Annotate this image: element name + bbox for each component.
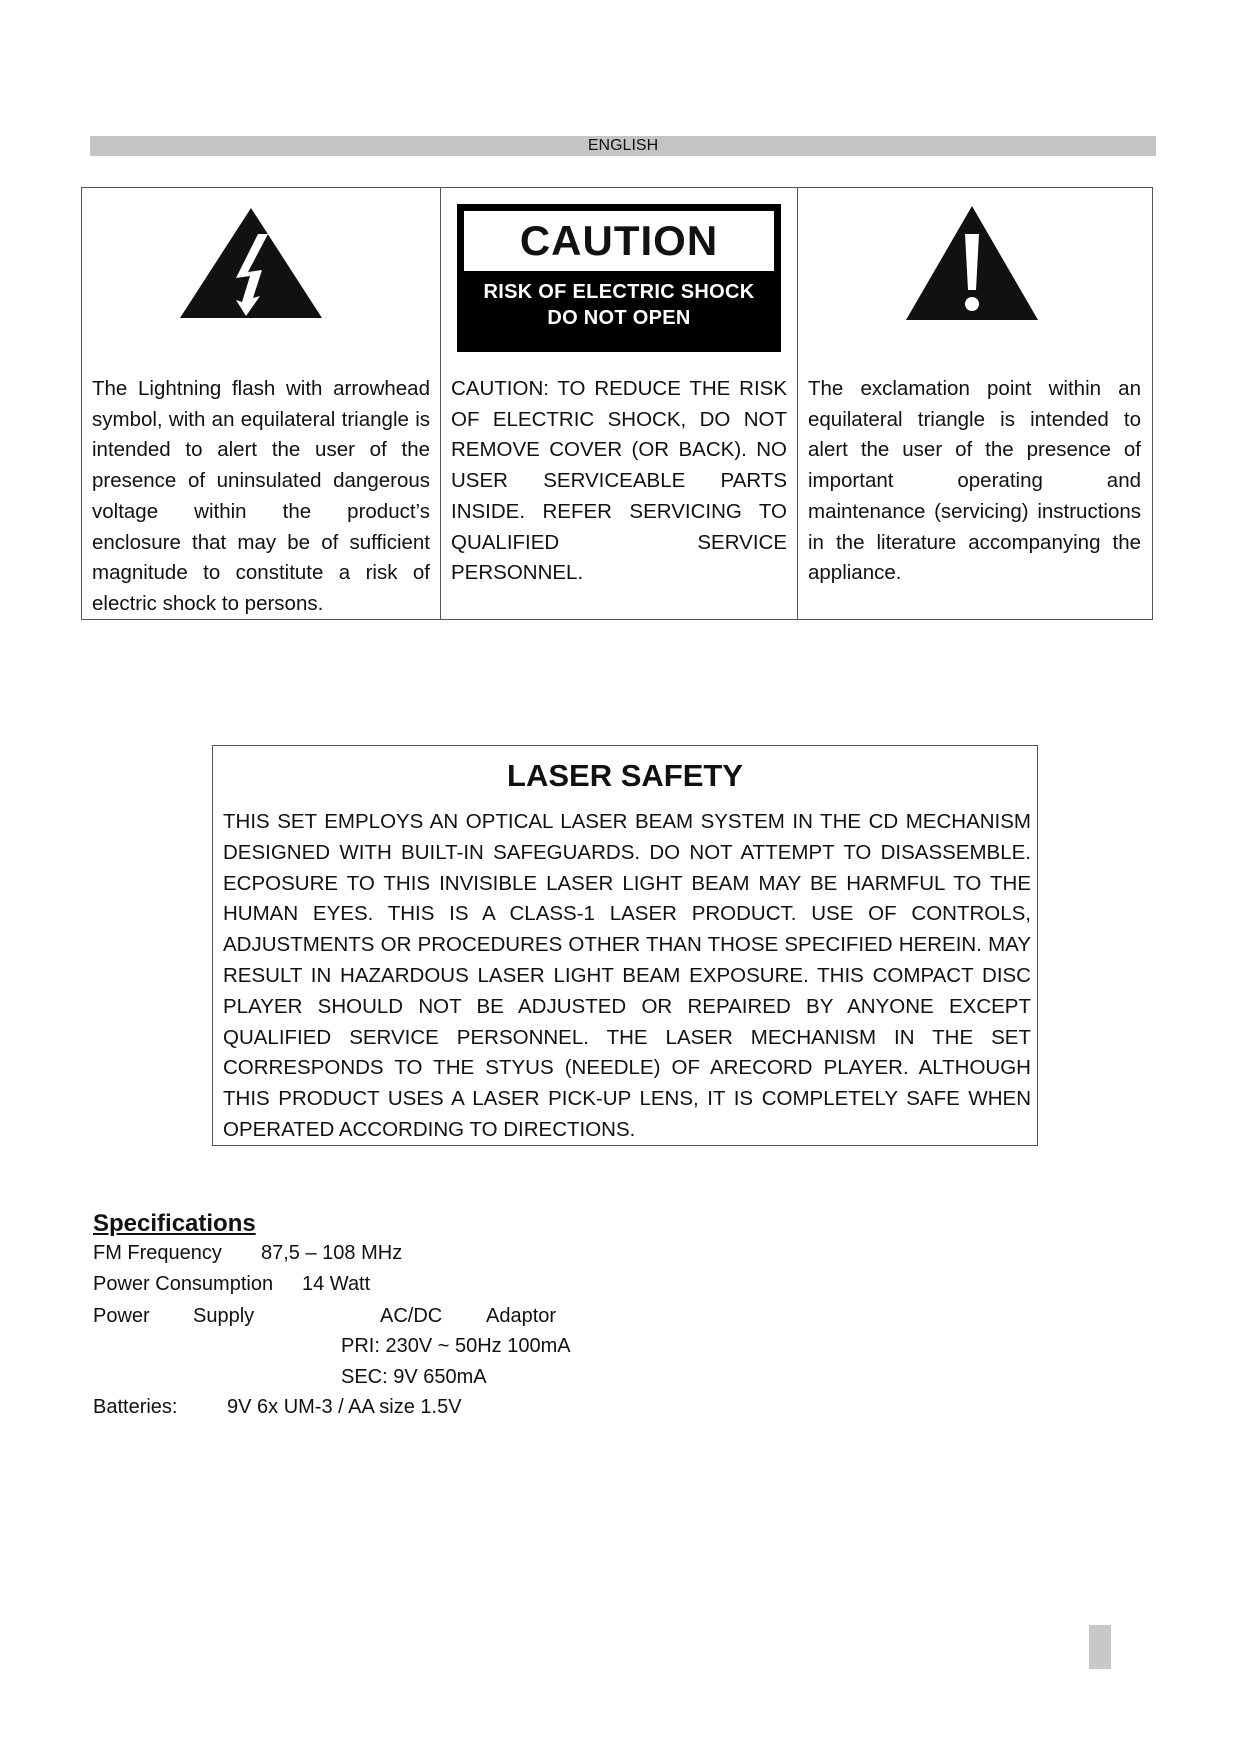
specifications-heading: Specifications (93, 1210, 256, 1237)
exclamation-triangle-icon (902, 202, 1042, 329)
power-supply-sec: SEC: 9V 650mA (341, 1366, 487, 1388)
power-consumption-value: 14 Watt (302, 1273, 371, 1295)
power-supply-label-2: Supply (193, 1305, 255, 1327)
language-header: ENGLISH (90, 136, 1156, 156)
caution-sign-line2: DO NOT OPEN (547, 307, 691, 329)
power-supply-pri: PRI: 230V ~ 50Hz 100mA (341, 1335, 571, 1357)
page-number-marker (1089, 1625, 1111, 1669)
power-supply-value-2: Adaptor (486, 1305, 557, 1327)
power-supply-value-1: AC/DC (380, 1305, 443, 1327)
caution-symbol-cell (440, 188, 797, 619)
safety-symbols-table (81, 187, 1153, 620)
laser-safety-box (212, 745, 1038, 1146)
laser-safety-title: LASER SAFETY (507, 758, 743, 793)
fm-frequency-value: 87,5 – 108 MHz (261, 1242, 403, 1264)
lightning-triangle-icon (176, 204, 326, 327)
lightning-symbol-cell (82, 188, 440, 619)
exclamation-symbol-cell (797, 188, 1151, 619)
laser-safety-text: THIS SET EMPLOYS AN OPTICAL LASER BEAM SYSTEM IN THE CD MECHANISM DESIGNED WITH BUILT-IN SAFEGUARDS. DO NOT ATTEMPT TO DISASSEMBLE. ECPOSURE TO THIS INVISIBLE LASER LIGHT BEAM MAY BE HARMFUL TO THE HUMAN EYES. THIS IS A CLASS-1 LASER PRODUCT. USE OF CONTROLS, ADJUSTMENTS OR PROCEDURES OTHER THAN THOSE SPECIFIED HEREIN. MAY RESULT IN HAZARDOUS LASER LIGHT BEAM EXPOSURE. THIS COMPACT DISC PLAYER SHOULD NOT BE ADJUSTED OR REPAIRED BY ANYONE EXCEPT QUALIFIED SERVICE PERSONNEL. THE LASER MECHANISM IN THE SET CORRESPONDS TO THE STYUS (NEEDLE) OF ARECORD PLAYER. ALTHOUGH THIS PRODUCT USES A LASER PICK-UP LENS, IT IS COMPLETELY SAFE WHEN OPERATED ACCORDING TO DIRECTIONS. (223, 810, 1031, 1141)
fm-frequency-label: FM Frequency (93, 1242, 222, 1264)
lightning-description: The Lightning flash with arrowhead symbol, with an equilateral triangle is intended to alert the user of the presence of uninsulated dangerous voltage within the product’s enclosure that may be of sufficient magnitude to constitute a risk of electric shock to persons. (92, 377, 430, 615)
power-consumption-label: Power Consumption (93, 1273, 274, 1295)
batteries-value: 9V 6x UM-3 / AA size 1.5V (227, 1396, 462, 1418)
caution-sign (457, 204, 781, 352)
batteries-label: Batteries: (93, 1396, 178, 1418)
caution-description: CAUTION: TO REDUCE THE RISK OF ELECTRIC SHOCK, DO NOT REMOVE COVER (OR BACK). NO USER SERVICEABLE PARTS INSIDE. REFER SERVICING TO QUALIFIED SERVICE PERSONNEL. (451, 377, 787, 585)
exclamation-description: The exclamation point within an equilateral triangle is intended to alert the user of the presence of important operating and maintenance (servicing) instructions in the literature accompanying the appliance. (808, 377, 1141, 585)
power-supply-label-1: Power (93, 1305, 150, 1327)
caution-sign-line1: RISK OF ELECTRIC SHOCK (483, 281, 755, 303)
caution-sign-title: CAUTION (464, 211, 774, 271)
